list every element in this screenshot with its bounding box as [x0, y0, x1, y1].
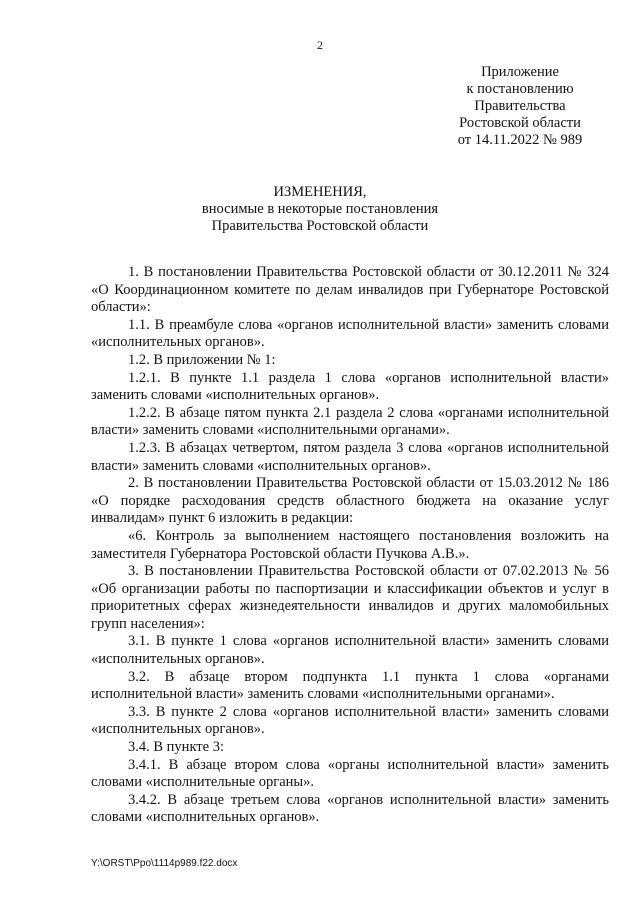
- appendix-line: Правительства: [474, 98, 566, 114]
- paragraph: 1.1. В преамбуле слова «органов исполнительной власти» заменить словами «исполнительных органов».: [91, 316, 609, 351]
- file-path-footer: Y:\ORST\Ppo\1114p989.f22.docx: [91, 858, 238, 869]
- appendix-line: к постановлению: [466, 81, 574, 97]
- page-number: 2: [317, 38, 323, 52]
- paragraph: 3.4. В пункте 3:: [128, 739, 224, 756]
- paragraph: 1.2.3. В абзацах четвертом, пятом раздела 3 слова «органов исполнительной власти» заменить словами «исполнительных органов».: [91, 439, 609, 474]
- document-heading: [0, 184, 640, 235]
- paragraph: 1. В постановлении Правительства Ростовской области от 30.12.2011 № 324 «О Координационном комитете по делам инвалидов при Губернаторе Ростовской области»:: [91, 264, 609, 316]
- paragraph: 3.1. В пункте 1 слова «органов исполнительной власти» заменить словами «исполнительных органов».: [91, 633, 609, 668]
- paragraph: 3. В постановлении Правительства Ростовской области от 07.02.2013 № 56 «Об организации работы по паспортизации и классификации объектов и услуг в приоритетных сферах жизнедеятельности инвалидов и других маломобильных групп населения»:: [91, 563, 609, 632]
- paragraph: 3.4.1. В абзаце втором слова «органы исполнительной власти» заменить словами «исполнительные органы».: [91, 756, 609, 791]
- document-title: ИЗМЕНЕНИЯ,: [273, 184, 367, 200]
- appendix-header: [440, 64, 600, 149]
- paragraph: 3.3. В пункте 2 слова «органов исполнительной власти» заменить словами «исполнительных органов».: [91, 703, 609, 738]
- paragraph: 1.2.1. В пункте 1.1 раздела 1 слова «органов исполнительной власти» заменить словами «исполнительных органов».: [91, 369, 609, 404]
- appendix-line: Приложение: [481, 64, 559, 80]
- document-subtitle: Правительства Ростовской области: [211, 218, 429, 234]
- appendix-line: Ростовской области: [459, 115, 581, 131]
- paragraph: 1.2.2. В абзаце пятом пункта 2.1 раздела 2 слова «органами исполнительной власти» заменить словами «исполнительными органами».: [91, 404, 609, 439]
- paragraph: «6. Контроль за выполнением настоящего постановления возложить на заместителя Губернатора Ростовской области Пучкова А.В.».: [91, 527, 609, 562]
- document-subtitle: вносимые в некоторые постановления: [201, 201, 439, 217]
- paragraph: 1.2. В приложении № 1:: [128, 351, 276, 368]
- paragraph: 2. В постановлении Правительства Ростовской области от 15.03.2012 № 186 «О порядке расходования средств областного бюджета на оказание услуг инвалидам» пункт 6 изложить в редакции:: [91, 475, 609, 527]
- paragraph: 3.4.2. В абзаце третьем слова «органов исполнительной власти» заменить словами «исполнительных органов».: [91, 791, 609, 826]
- document-body: [91, 264, 609, 827]
- appendix-line: от 14.11.2022 № 989: [457, 132, 583, 148]
- paragraph: 3.2. В абзаце втором подпункта 1.1 пункта 1 слова «органами исполнительной власти» заменить словами «исполнительными органами».: [91, 668, 609, 703]
